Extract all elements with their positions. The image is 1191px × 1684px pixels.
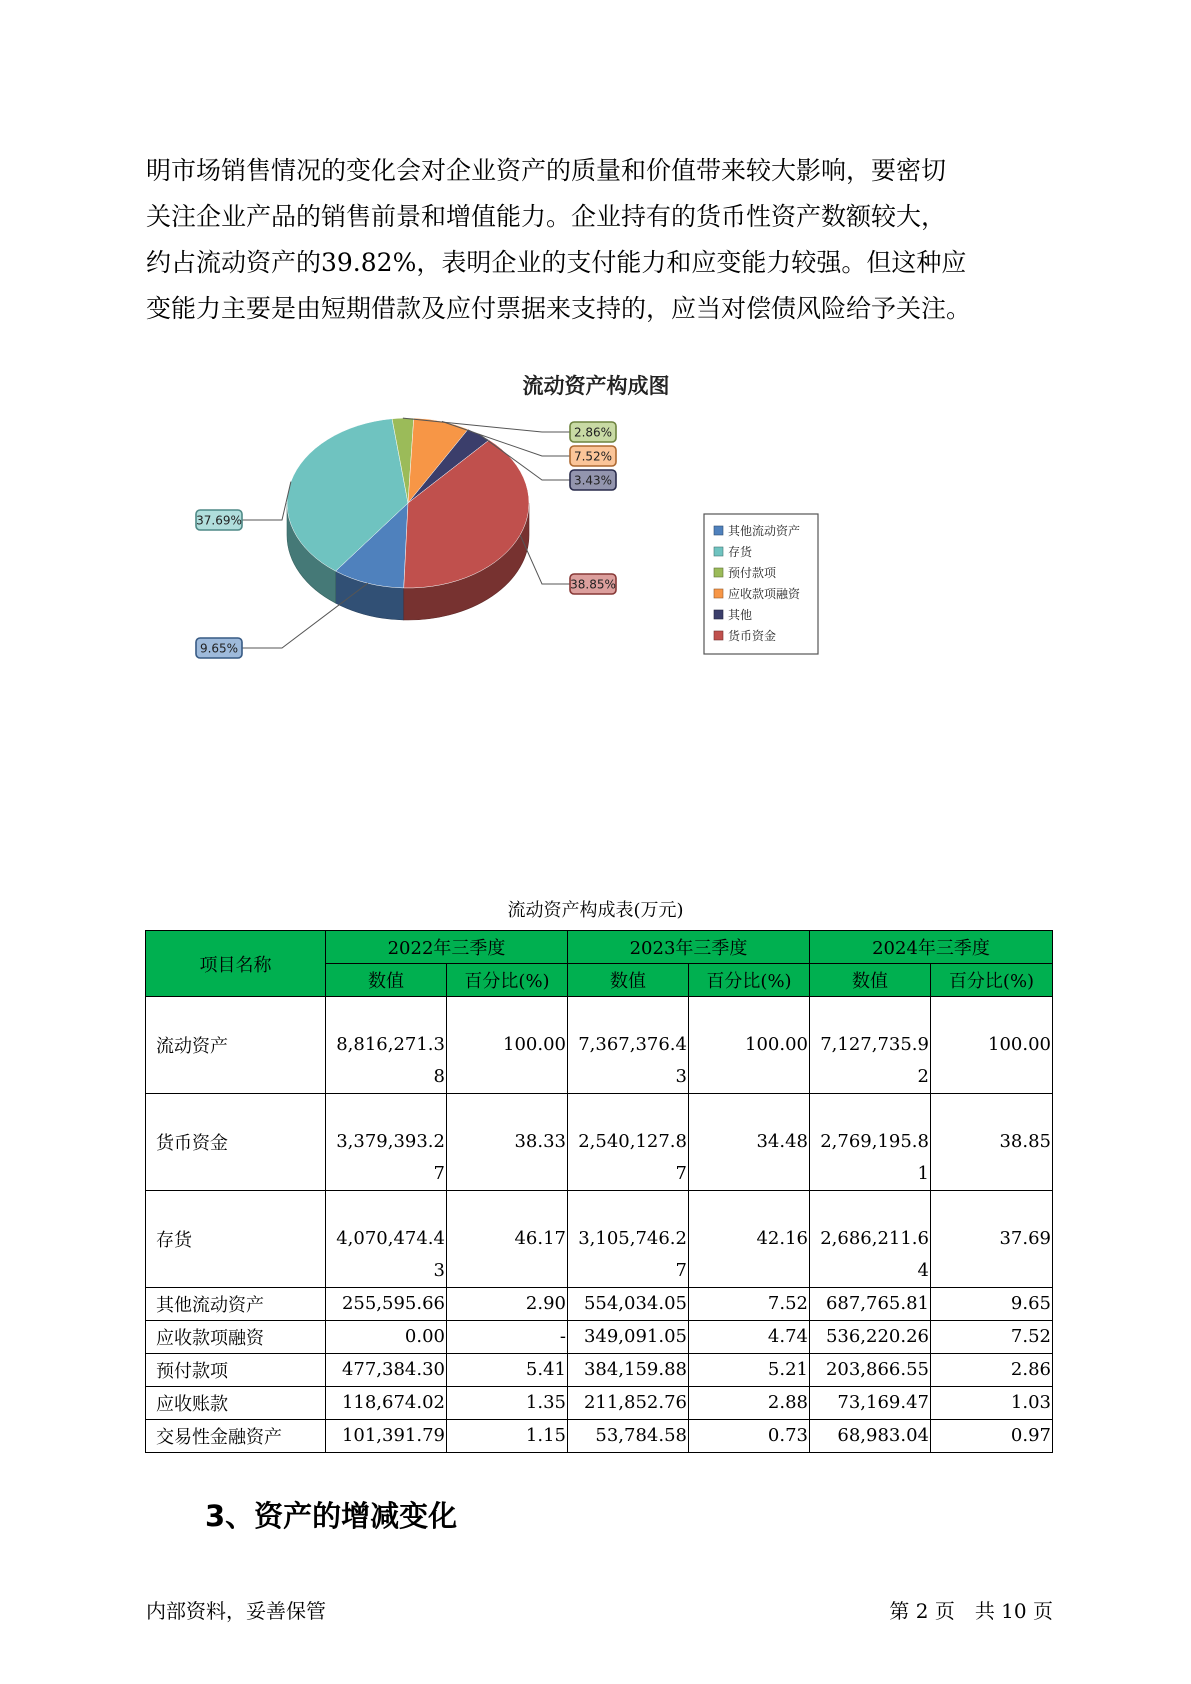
header-period-2022: 2022年三季度 <box>326 931 568 964</box>
cell-value: 477,384.30 <box>326 1354 447 1387</box>
cell-value: 4,070,474.43 <box>326 1191 447 1288</box>
legend-swatch <box>714 610 723 619</box>
cell-value: 73,169.47 <box>810 1387 931 1420</box>
row-name: 货币资金 <box>146 1094 326 1191</box>
cell-value: 101,391.79 <box>326 1420 447 1453</box>
cell-percent: 100.00 <box>931 997 1053 1094</box>
cell-percent: 34.48 <box>689 1094 810 1191</box>
cell-percent: 38.33 <box>447 1094 568 1191</box>
chart-title: 流动资产构成图 <box>522 374 670 398</box>
cell-value: 68,983.04 <box>810 1420 931 1453</box>
data-label: 37.69% <box>196 513 242 528</box>
table-row <box>146 1420 1053 1453</box>
legend-item: 存货 <box>728 545 753 559</box>
cell-percent: 37.69 <box>931 1191 1053 1288</box>
cell-value: 3,379,393.27 <box>326 1094 447 1191</box>
cell-percent: 7.52 <box>689 1288 810 1321</box>
table-row <box>146 1321 1053 1354</box>
chart-legend <box>704 514 818 654</box>
cell-value: 2,769,195.81 <box>810 1094 931 1191</box>
table-row <box>146 1094 1053 1191</box>
cell-percent: 0.73 <box>689 1420 810 1453</box>
cell-value: 8,816,271.38 <box>326 997 447 1094</box>
cell-value: 0.00 <box>326 1321 447 1354</box>
data-label: 2.86% <box>573 425 613 440</box>
legend-swatch <box>714 568 723 577</box>
row-name: 流动资产 <box>146 997 326 1094</box>
header-value: 数值 <box>810 964 931 997</box>
cell-percent: 4.74 <box>689 1321 810 1354</box>
cell-percent: 1.35 <box>447 1387 568 1420</box>
cell-value: 7,367,376.43 <box>568 997 689 1094</box>
label-leader-line <box>242 482 291 520</box>
cell-value: 384,159.88 <box>568 1354 689 1387</box>
cell-percent: 1.03 <box>931 1387 1053 1420</box>
cell-percent: 2.90 <box>447 1288 568 1321</box>
row-name: 应收账款 <box>146 1387 326 1420</box>
pie-chart <box>146 360 846 680</box>
current-assets-table <box>145 930 1053 1453</box>
legend-item: 其他 <box>728 608 753 622</box>
legend-item: 货币资金 <box>728 629 777 643</box>
cell-value: 118,674.02 <box>326 1387 447 1420</box>
cell-value: 2,686,211.64 <box>810 1191 931 1288</box>
cell-value: 554,034.05 <box>568 1288 689 1321</box>
cell-percent: 0.97 <box>931 1420 1053 1453</box>
paragraph-line: 明市场销售情况的变化会对企业资产的质量和价值带来较大影响，要密切 <box>146 156 947 185</box>
header-value: 数值 <box>326 964 447 997</box>
legend-swatch <box>714 589 723 598</box>
cell-value: 2,540,127.87 <box>568 1094 689 1191</box>
cell-value: 203,866.55 <box>810 1354 931 1387</box>
cell-percent: 5.21 <box>689 1354 810 1387</box>
table-row <box>146 1191 1053 1288</box>
legend-item: 预付款项 <box>728 566 777 580</box>
header-percent: 百分比(%) <box>689 964 810 997</box>
data-label: 9.65% <box>199 641 239 656</box>
cell-percent: 38.85 <box>931 1094 1053 1191</box>
cell-value: 211,852.76 <box>568 1387 689 1420</box>
cell-value: 255,595.66 <box>326 1288 447 1321</box>
legend-swatch <box>714 547 723 556</box>
header-period-2024: 2024年三季度 <box>810 931 1053 964</box>
cell-value: 687,765.81 <box>810 1288 931 1321</box>
footer-confidential: 内部资料，妥善保管 <box>146 1599 326 1623</box>
data-label: 7.52% <box>573 449 613 464</box>
cell-value: 3,105,746.27 <box>568 1191 689 1288</box>
legend-item: 其他流动资产 <box>728 524 801 538</box>
body-paragraph <box>146 148 1056 332</box>
row-name: 其他流动资产 <box>146 1288 326 1321</box>
row-name: 应收款项融资 <box>146 1321 326 1354</box>
section-heading: 3、资产的增减变化 <box>205 1499 458 1533</box>
cell-value: 536,220.26 <box>810 1321 931 1354</box>
header-percent: 百分比(%) <box>931 964 1053 997</box>
table-row <box>146 1288 1053 1321</box>
cell-percent: 1.15 <box>447 1420 568 1453</box>
pie-chart-svg <box>146 360 846 680</box>
cell-value: 7,127,735.92 <box>810 997 931 1094</box>
paragraph-line: 关注企业产品的销售前景和增值能力。企业持有的货币性资产数额较大， <box>146 202 947 231</box>
cell-percent: 2.86 <box>931 1354 1053 1387</box>
cell-value: 349,091.05 <box>568 1321 689 1354</box>
cell-percent: 100.00 <box>689 997 810 1094</box>
header-value: 数值 <box>568 964 689 997</box>
paragraph-line: 变能力主要是由短期借款及应付票据来支持的，应当对偿债风险给予关注。 <box>146 294 972 323</box>
header-period-2023: 2023年三季度 <box>568 931 810 964</box>
legend-swatch <box>714 631 723 640</box>
table-row <box>146 997 1053 1094</box>
table-caption: 流动资产构成表(万元) <box>507 900 684 921</box>
cell-percent: - <box>447 1321 568 1354</box>
data-label: 38.85% <box>570 577 616 592</box>
cell-percent: 42.16 <box>689 1191 810 1288</box>
header-percent: 百分比(%) <box>447 964 568 997</box>
cell-percent: 100.00 <box>447 997 568 1094</box>
row-name: 交易性金融资产 <box>146 1420 326 1453</box>
cell-percent: 9.65 <box>931 1288 1053 1321</box>
row-name: 存货 <box>146 1191 326 1288</box>
table-row <box>146 1387 1053 1420</box>
data-label: 3.43% <box>573 473 613 488</box>
header-item-name: 项目名称 <box>146 931 326 997</box>
table-row <box>146 1354 1053 1387</box>
footer-page-number: 第 2 页 共 10 页 <box>889 1599 1053 1623</box>
cell-percent: 46.17 <box>447 1191 568 1288</box>
cell-percent: 5.41 <box>447 1354 568 1387</box>
paragraph-line: 约占流动资产的39.82%，表明企业的支付能力和应变能力较强。但这种应 <box>146 248 967 277</box>
cell-percent: 2.88 <box>689 1387 810 1420</box>
cell-value: 53,784.58 <box>568 1420 689 1453</box>
legend-swatch <box>714 526 723 535</box>
legend-item: 应收款项融资 <box>728 587 801 601</box>
cell-percent: 7.52 <box>931 1321 1053 1354</box>
row-name: 预付款项 <box>146 1354 326 1387</box>
